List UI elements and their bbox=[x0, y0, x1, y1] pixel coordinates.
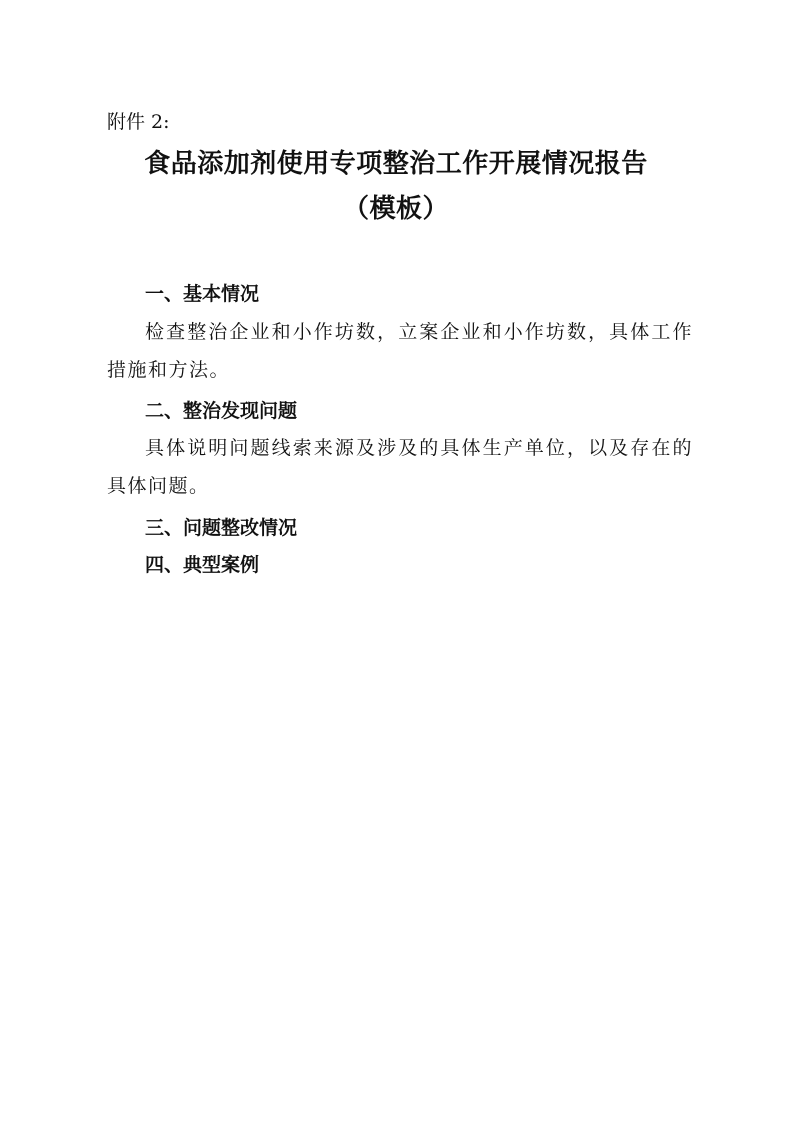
section-heading-typical-cases: 四、典型案例 bbox=[145, 554, 260, 576]
section-body-basic-info: 检查整治企业和小作坊数，立案企业和小作坊数，具体工作措施和方法。 bbox=[107, 321, 693, 381]
section-heading-rectification: 三、问题整改情况 bbox=[145, 517, 298, 539]
section-heading-basic-info: 一、基本情况 bbox=[145, 283, 260, 305]
section-body-problems-found: 具体说明问题线索来源及涉及的具体生产单位，以及存在的具体问题。 bbox=[107, 437, 693, 497]
attachment-label: 附件 2: bbox=[107, 111, 170, 133]
document-title: 食品添加剂使用专项整治工作开展情况报告 bbox=[144, 149, 648, 179]
section-heading-problems-found: 二、整治发现问题 bbox=[145, 400, 298, 422]
document-title-subtitle: （模板） bbox=[342, 194, 449, 224]
